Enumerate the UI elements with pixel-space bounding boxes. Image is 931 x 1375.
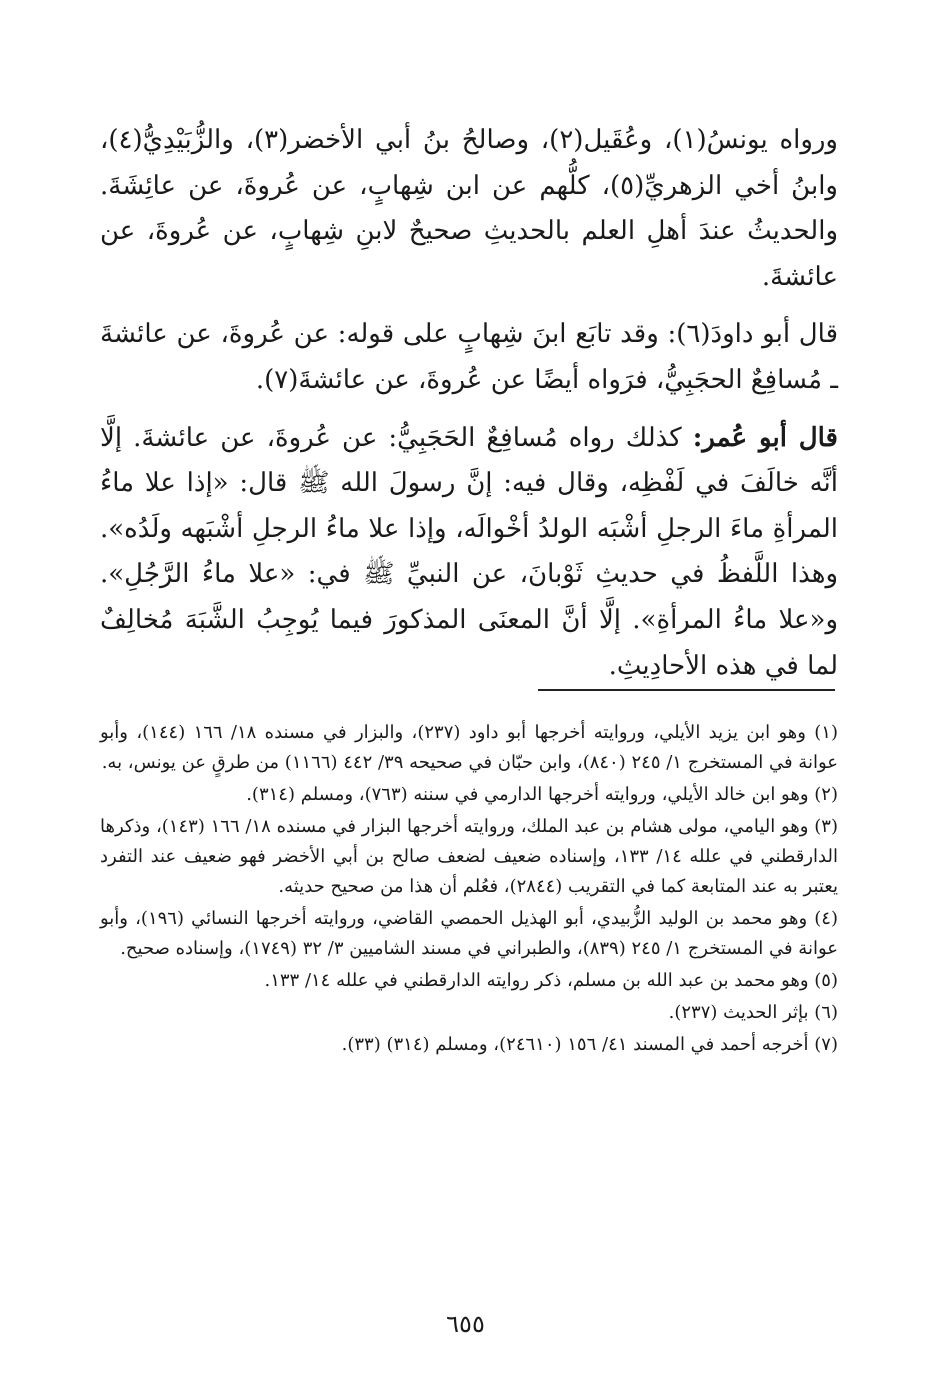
footnote-7: (٧) أخرجه أحمد في المسند ٤١/ ١٥٦ (٢٤٦١٠)، ومسلم (٣١٤) (٣٣). xyxy=(341,1034,838,1055)
footnote-6: (٦) بإثر الحديث (٢٣٧). xyxy=(668,1002,838,1023)
footnote-3: (٣) وهو اليامي، مولى هشام بن عبد الملك، وروايته أخرجها البزار في مسنده ١٨/ ١٦٦ (١٤٣)، وذكرها الدارقطني في علله ١٤/ ١٣٣، وإسناده ضعيف لضعف صالح بن أبي الأخضر فهو ضعيف عند التفرد يعتبر به عند المتابعة كما في التقريب (٢٨٤٤)، فعُلم أن هذا من صحيح حديثه. xyxy=(100,816,838,897)
footnotes xyxy=(100,718,838,1062)
paragraph-1 xyxy=(100,118,838,300)
footnote-4: (٤) وهو محمد بن الوليد الزُّبيدي، أبو الهذيل الحمصي القاضي، وروايته أخرجها النسائي (١٩٦)، وأبو عوانة في المستخرج ١/ ٢٤٥ (٨٣٩)، والطبراني في مسند الشاميين ٣/ ٣٢ (١٧٤٩)، وإسناده صحيح. xyxy=(100,908,838,959)
paragraph-3 xyxy=(100,416,838,690)
main-text xyxy=(100,118,838,689)
footnote-2: (٢) وهو ابن خالد الأيلي، وروايته أخرجها الدارمي في سننه (٧٦٣)، ومسلم (٣١٤). xyxy=(246,784,838,805)
paragraph-text: كذلك رواه مُسافِعٌ الحَجَبِيُّ: عن عُروةَ، عن عائشةَ. إلَّا أنَّه خالَفَ في لَفْظِه، وقال فيه: إنَّ رسولَ الله ﷺ قال: «إذا علا ماءُ المرأةِ ماءَ الرجلِ أشْبَه الولدُ أخْوالَه، وإذا علا ماءُ الرجلِ أشْبَهه ولَدُه». وهذا اللَّفظُ في حديثِ ثَوْبانَ، عن النبيِّ ﷺ في: «علا ماءُ الرَّجُلِ». و«علا ماءُ المرأةِ». إلَّا أنَّ المعنَى المذكورَ فيما يُوجِبُ الشَّبَهَ مُخالِفٌ لما في هذه الأحادِيثِ. xyxy=(100,422,838,681)
footnote-5: (٥) وهو محمد بن عبد الله بن مسلم، ذكر روايته الدارقطني في علله ١٤/ ١٣٣. xyxy=(264,970,838,991)
footnote-separator xyxy=(538,689,835,691)
footnote-1: (١) وهو ابن يزيد الأيلي، وروايته أخرجها أبو داود (٢٣٧)، والبزار في مسنده ١٨/ ١٦٦ (١٤٤)، وأبو عوانة في المستخرج ١/ ٢٤٥ (٨٤٠)، وابن حبّان في صحيحه ٣٩/ ٤٤٢ (١١٦٦) من طرقٍ عن يونس، به. xyxy=(100,722,838,773)
paragraph-text: ورواه يونسُ(١)، وعُقَيل(٢)، وصالحُ بنُ أبي الأخضر(٣)، والزُّبَيْدِيُّ(٤)، وابنُ أخي الزهريِّ(٥)، كلُّهم عن ابن شِهابٍ، عن عُروةَ، عن عائِشَةَ. والحديثُ عندَ أهلِ العلم بالحديثِ صحيحٌ لابنِ شِهابٍ، عن عُروةَ، عن عائشةَ. xyxy=(100,125,838,292)
page-number: ٦٥٥ xyxy=(446,1310,485,1338)
paragraph-lead: قال أبو عُمر: xyxy=(692,422,838,453)
paragraph-2 xyxy=(100,312,838,403)
paragraph-text: قال أبو داودَ(٦): وقد تابَع ابنَ شِهابٍ على قوله: عن عُروةَ، عن عائشةَ ـ مُسافِعٌ الحجَبِيُّ، فرَواه أيضًا عن عُروةَ، عن عائشةَ(٧). xyxy=(100,319,839,395)
